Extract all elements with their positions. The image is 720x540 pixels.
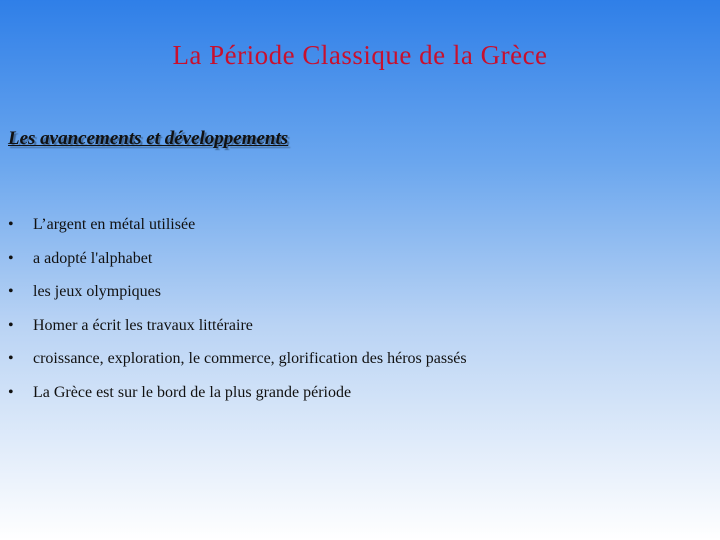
bullet-list	[8, 216, 467, 417]
list-item	[8, 350, 467, 384]
bullet-icon: •	[8, 316, 14, 334]
list-item-text: les jeux olympiques	[33, 283, 161, 300]
bullet-icon: •	[8, 216, 14, 233]
list-item	[8, 216, 467, 250]
list-item	[8, 384, 467, 418]
bullet-icon: •	[8, 383, 14, 401]
list-item-text: La Grèce est sur le bord de la plus grande période	[33, 383, 352, 401]
section-heading: Les avancements et développements	[8, 128, 289, 149]
list-item	[8, 283, 467, 317]
list-item-text: L’argent en métal utilisée	[33, 216, 196, 233]
slide-title: La Période Classique de la Grèce	[172, 40, 548, 70]
list-item	[8, 250, 467, 284]
bullet-icon: •	[8, 283, 14, 300]
list-item-text: a adopté l'alphabet	[33, 249, 153, 267]
list-item-text: Homer a écrit les travaux littéraire	[33, 316, 253, 334]
bullet-icon: •	[8, 350, 14, 367]
list-item	[8, 317, 467, 351]
bullet-icon: •	[8, 249, 14, 267]
list-item-text: croissance, exploration, le commerce, glorification des héros passés	[33, 350, 467, 367]
